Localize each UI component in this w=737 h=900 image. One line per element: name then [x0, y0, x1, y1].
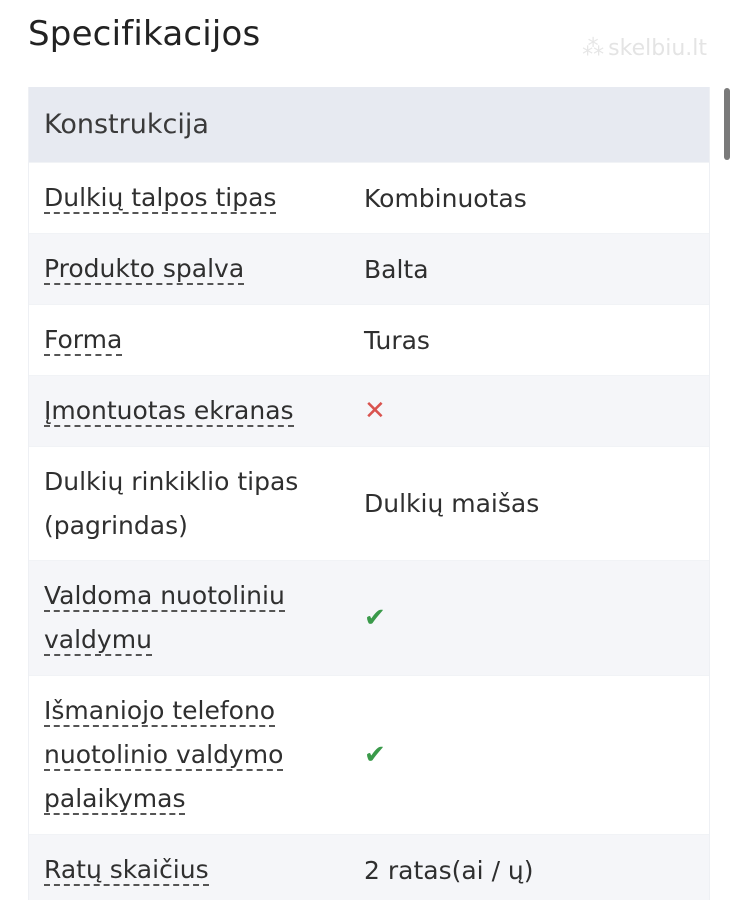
spec-label-tooltip-link[interactable]: palaikymas [44, 784, 186, 813]
section-header: Konstrukcija [29, 87, 709, 162]
scrollbar-thumb[interactable] [724, 88, 730, 160]
spec-label-tooltip-link[interactable]: Išmaniojo telefono [44, 696, 276, 725]
spec-value [364, 396, 709, 426]
spec-row [29, 834, 709, 900]
spec-label-tooltip-link[interactable]: Produkto spalva [44, 254, 245, 283]
spec-value: Balta [364, 254, 429, 284]
spec-value [364, 603, 709, 633]
spec-label-tooltip-link[interactable]: Įmontuotas ekranas [44, 396, 294, 425]
spec-row [29, 304, 709, 375]
cross-icon: ✕ [364, 396, 386, 426]
spec-value: Dulkių maišas [364, 489, 540, 518]
spec-label-tooltip-link[interactable]: Forma [44, 325, 123, 354]
spec-row [29, 446, 709, 560]
spec-row [29, 375, 709, 446]
spec-label [29, 176, 364, 220]
spec-label-tooltip-link[interactable]: Valdoma nuotoliniu [44, 581, 285, 610]
page-title: Specifikacijos [28, 14, 261, 54]
spec-label-tooltip-link[interactable]: valdymu [44, 625, 152, 654]
spec-table [28, 87, 710, 900]
spec-label-tooltip-link[interactable]: Ratų skaičius [44, 855, 209, 884]
spec-label [29, 848, 364, 892]
spec-value: Turas [364, 325, 430, 355]
spec-label [29, 574, 364, 662]
spec-label-tooltip-link[interactable]: Dulkių talpos tipas [44, 183, 277, 212]
spec-label [29, 318, 364, 362]
spec-row [29, 560, 709, 675]
spec-label [29, 389, 364, 433]
spec-row [29, 233, 709, 304]
spec-row [29, 162, 709, 233]
spec-label-tooltip-link[interactable]: nuotolinio valdymo [44, 740, 284, 769]
watermark-logo-icon: ⁂ [582, 36, 605, 61]
check-icon: ✔ [364, 603, 386, 633]
check-icon: ✔ [364, 740, 386, 770]
spec-label [29, 689, 364, 821]
spec-value [364, 740, 709, 770]
watermark [582, 36, 707, 61]
watermark-text: skelbiu.lt [608, 36, 707, 61]
spec-label: Dulkių rinkiklio tipas (pagrindas) [44, 466, 299, 540]
spec-value: Kombinuotas [364, 183, 527, 213]
spec-value: 2 ratas(ai / ų) [364, 855, 534, 885]
spec-row [29, 675, 709, 834]
spec-label [29, 247, 364, 291]
